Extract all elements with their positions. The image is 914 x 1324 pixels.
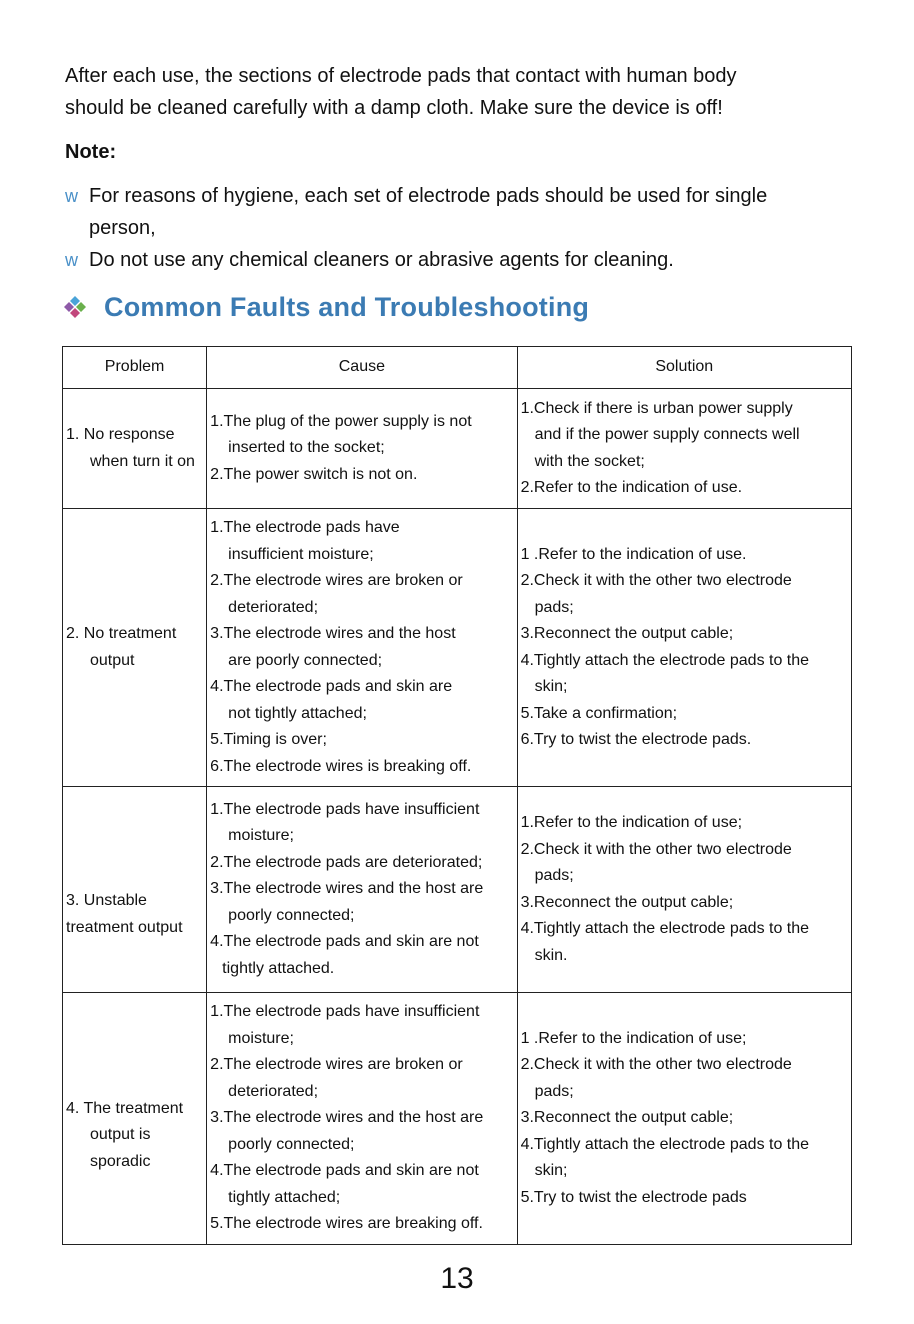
cause-text: 1.The plug of the power supply is not bbox=[210, 412, 472, 430]
solution-text: 6.Try to twist the electrode pads. bbox=[520, 731, 752, 748]
solution-text: skin; bbox=[534, 1162, 568, 1179]
note-list bbox=[65, 180, 865, 276]
solution-text: 1.Refer to the indication of use; bbox=[520, 814, 743, 831]
section-title: Common Faults and Troubleshooting bbox=[104, 291, 590, 322]
solution-text: 4.Tightly attach the electrode pads to the bbox=[520, 920, 810, 937]
cause-text: 1.The electrode pads have bbox=[210, 519, 400, 536]
cause-text: tightly attached. bbox=[222, 959, 335, 977]
solution-cell bbox=[517, 993, 851, 1245]
solution-text: 5.Try to twist the electrode pads bbox=[520, 1188, 747, 1206]
cause-cell bbox=[207, 509, 517, 787]
solution-text: skin. bbox=[534, 946, 568, 964]
cause-text: 1.The electrode pads have insufficient bbox=[210, 800, 480, 818]
table-row bbox=[63, 509, 852, 787]
solution-text: 2.Check it with the other two electrode bbox=[520, 840, 792, 858]
header-solution: Solution bbox=[517, 347, 851, 389]
cause-text: 3.The electrode wires and the host are bbox=[210, 880, 484, 898]
solution-text: 4.Tightly attach the electrode pads to the bbox=[520, 651, 810, 669]
solution-cell bbox=[517, 787, 851, 993]
cause-text: not tightly attached; bbox=[228, 704, 367, 722]
header-cause: Cause bbox=[207, 347, 517, 389]
solution-text: 1.Check if there is urban power supply bbox=[520, 399, 793, 417]
solution-text: 4.Tightly attach the electrode pads to the bbox=[520, 1135, 810, 1153]
section-heading bbox=[62, 287, 589, 327]
cause-text: 2.The power switch is not on. bbox=[210, 465, 418, 483]
intro-line-1: After each use, the sections of electrode pads that contact with human body bbox=[65, 65, 737, 87]
problem-text: 4. The treatment bbox=[66, 1099, 184, 1117]
cause-text: moisture; bbox=[228, 1029, 294, 1047]
table-row bbox=[63, 993, 852, 1245]
cause-cell bbox=[207, 389, 517, 509]
cause-text: inserted to the socket; bbox=[228, 439, 385, 457]
cause-text: moisture; bbox=[228, 827, 294, 845]
cause-text: 4.The electrode pads and skin are not bbox=[210, 1162, 479, 1179]
cause-text: 3.The electrode wires and the host bbox=[210, 625, 456, 642]
note-item-text: Do not use any chemical cleaners or abrasive agents for cleaning. bbox=[89, 249, 674, 271]
solution-text: 3.Reconnect the output cable; bbox=[520, 1109, 734, 1126]
note-item-text: For reasons of hygiene, each set of electrode pads should be used for single bbox=[89, 185, 768, 207]
solution-cell bbox=[517, 389, 851, 509]
cause-cell bbox=[207, 787, 517, 993]
cause-text: tightly attached; bbox=[228, 1188, 341, 1206]
solution-text: 2.Check it with the other two electrode bbox=[520, 1056, 792, 1073]
problem-cell bbox=[63, 787, 207, 993]
cause-cell bbox=[207, 993, 517, 1245]
cause-text: poorly connected; bbox=[228, 1135, 355, 1153]
solution-text: pads; bbox=[534, 867, 574, 884]
problem-cell bbox=[63, 389, 207, 509]
problem-text: sporadic bbox=[90, 1152, 151, 1170]
problem-text: output is bbox=[90, 1126, 151, 1143]
intro-line-2: should be cleaned carefully with a damp cloth. Make sure the device is off! bbox=[65, 97, 723, 119]
cause-text: 5.The electrode wires are breaking off. bbox=[210, 1215, 483, 1232]
table-row bbox=[63, 389, 852, 509]
cause-text: 2.The electrode wires are broken or bbox=[210, 572, 463, 589]
cause-text: deteriorated; bbox=[228, 1082, 319, 1100]
note-item-hygiene bbox=[65, 180, 865, 244]
troubleshooting-table bbox=[62, 346, 852, 1245]
cause-text: poorly connected; bbox=[228, 906, 355, 924]
cause-text: 1.The electrode pads have insufficient bbox=[210, 1003, 480, 1020]
note-item-cleaners bbox=[65, 244, 865, 276]
solution-cell bbox=[517, 509, 851, 787]
cause-text: 3.The electrode wires and the host are bbox=[210, 1109, 484, 1126]
problem-text: 1. No response bbox=[66, 426, 175, 443]
solution-text: and if the power supply connects well bbox=[534, 426, 800, 443]
note-heading: Note: bbox=[65, 141, 117, 163]
cause-text: insufficient moisture; bbox=[228, 545, 374, 563]
bullet-w-icon: w bbox=[65, 186, 78, 206]
page-number: 13 bbox=[440, 1262, 474, 1295]
four-diamond-bullet-icon bbox=[62, 294, 88, 320]
note-item-text-continued: person, bbox=[89, 217, 156, 239]
problem-text: 3. Unstable bbox=[66, 892, 147, 909]
cause-text: deteriorated; bbox=[228, 598, 319, 616]
problem-text: when turn it on bbox=[90, 452, 195, 470]
solution-text: 5.Take a confirmation; bbox=[520, 704, 678, 722]
problem-text: treatment output bbox=[66, 918, 183, 936]
cause-text: 4.The electrode pads and skin are bbox=[210, 678, 453, 695]
table-row bbox=[63, 787, 852, 993]
bullet-w-icon: w bbox=[65, 250, 78, 270]
solution-text: 2.Refer to the indication of use. bbox=[520, 479, 743, 496]
solution-text: 1 .Refer to the indication of use. bbox=[520, 545, 747, 563]
solution-text: skin; bbox=[534, 678, 568, 695]
cause-text: are poorly connected; bbox=[228, 651, 383, 669]
problem-text: 2. No treatment bbox=[66, 625, 177, 642]
cleaning-instructions bbox=[65, 60, 865, 124]
solution-text: 2.Check it with the other two electrode bbox=[520, 572, 792, 589]
problem-text: output bbox=[90, 651, 135, 669]
cause-text: 2.The electrode pads are deteriorated; bbox=[210, 853, 483, 871]
solution-text: 3.Reconnect the output cable; bbox=[520, 625, 734, 642]
cause-text: 4.The electrode pads and skin are not bbox=[210, 933, 479, 951]
solution-text: pads; bbox=[534, 1082, 574, 1100]
solution-text: 1 .Refer to the indication of use; bbox=[520, 1029, 747, 1047]
table-header-row bbox=[63, 347, 852, 389]
cause-text: 2.The electrode wires are broken or bbox=[210, 1056, 463, 1073]
cause-text: 6.The electrode wires is breaking off. bbox=[210, 757, 472, 775]
problem-cell bbox=[63, 993, 207, 1245]
problem-cell bbox=[63, 509, 207, 787]
header-problem: Problem bbox=[63, 347, 207, 389]
solution-text: pads; bbox=[534, 598, 574, 616]
solution-text: with the socket; bbox=[534, 452, 645, 470]
cause-text: 5.Timing is over; bbox=[210, 731, 327, 748]
solution-text: 3.Reconnect the output cable; bbox=[520, 893, 734, 911]
